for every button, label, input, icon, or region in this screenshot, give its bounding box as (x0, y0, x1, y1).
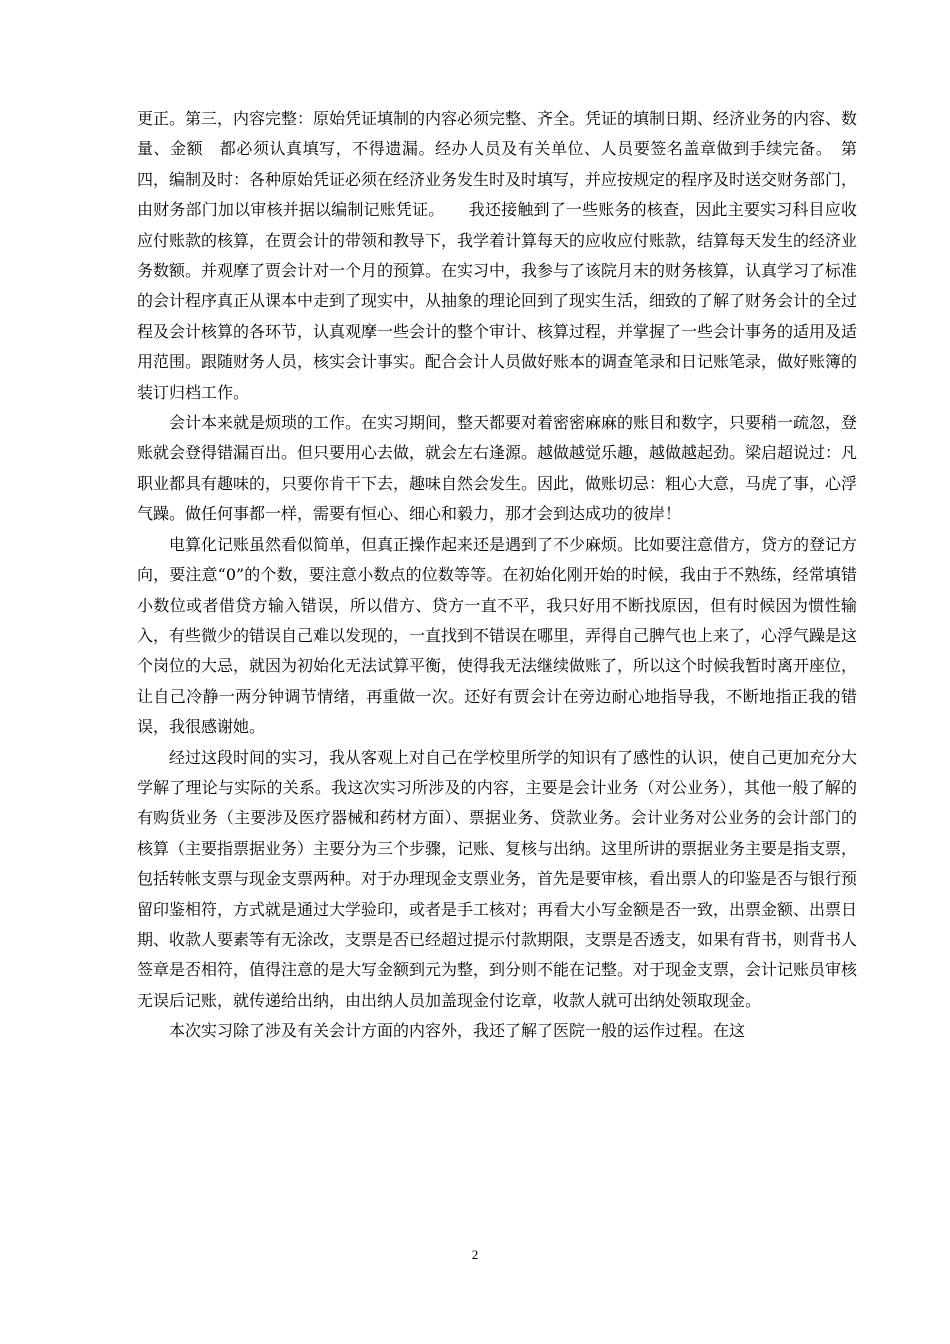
paragraph-1-continued: 更正。第三，内容完整：原始凭证填制的内容必须完整、齐全。凭证的填制日期、经济业务的内容、数量、金额 都必须认真填写，不得遗漏。经办人员及有关单位、人员要签名盖章做到手续完备。 第四，编制及时：各种原始凭证必须在经济业务发生时及时填写，并应按规定的程序及时送交财务部门，由财务部门加以审核并据以编制记账凭证。 我还接触到了一些账务的核查，因此主要实习科目应收应付账款的核算，在贾会计的带领和教导下，我学着计算每天的应收应付账款，结算每天发生的经济业务数额。并观摩了贾会计对一个月的预算。在实习中，我参与了该院月末的财务核算，认真学习了标准的会计程序真正从课本中走到了现实中，从抽象的理论回到了现实生活，细致的了解了财务会计的全过程及会计核算的各环节，认真观摩一些会计的整个审计、核算过程，并掌握了一些会计事务的适用及适用范围。跟随财务人员，核实会计事实。配合会计人员做好账本的调查笔录和日记账笔录，做好账簿的装订归档工作。 (137, 109, 858, 402)
paragraph-3: 电算化记账虽然看似简单，但真正操作起来还是遇到了不少麻烦。比如要注意借方，贷方的登记方向，要注意“0”的个数，要注意小数点的位数等等。在初始化刚开始的时候，我由于不熟练，经常填错小数位或者借贷方输入错误，所以借方、贷方一直不平，我只好用不断找原因，但有时候因为惯性输入，有些微少的错误自己难以发现的，一直找到不错误在哪里，弄得自己脾气也上来了，心浮气躁是这个岗位的大忌，就因为初始化无法试算平衡，使得我无法继续做账了，所以这个时候我暂时离开座位，让自己冷静一两分钟调节情绪，再重做一次。还好有贾会计在旁边耐心地指导我，不断地指正我的错误，我很感谢她。 (137, 534, 858, 737)
paragraph-4: 经过这段时间的实习，我从客观上对自己在学校里所学的知识有了感性的认识，使自己更加充分大学解了理论与实际的关系。我这次实习所涉及的内容，主要是会计业务（对公业务），其他一般了解的有购货业务（主要涉及医疗器械和药材方面）、票据业务、贷款业务。会计业务对公业务的会计部门的核算（主要指票据业务）主要分为三个步骤，记账、复核与出纳。这里所讲的票据业务主要是指支票，包括转帐支票与现金支票两种。对于办理现金支票业务，首先是要审核，看出票人的印鉴是否与银行预留印鉴相符，方式就是通过大学验印，或者是手工核对；再看大小写金额是否一致，出票金额、出票日期、收款人要素等有无涂改，支票是否已经超过提示付款期限，支票是否透支，如果有背书，则背书人签章是否相符，值得注意的是大写金额到元为整，到分则不能在记整。对于现金支票，会计记账员审核无误后记账，就传递给出纳，由出纳人员加盖现金付讫章，收款人就可出纳处领取现金。 (137, 747, 858, 1010)
paragraph-5: 本次实习除了涉及有关会计方面的内容外，我还了解了医院一般的运作过程。在这 (169, 1021, 746, 1041)
paragraph-2: 会计本来就是烦琐的工作。在实习期间，整天都要对着密密麻麻的账目和数字，只要稍一疏忽，登账就会登得错漏百出。但只要用心去做，就会左右逢源。越做越觉乐趣，越做越起劲。梁启超说过：凡职业都具有趣味的，只要你肯干下去，趣味自然会发生。因此，做账切忌：粗心大意，马虎了事，心浮气躁。做任何事都一样，需要有恒心、细心和毅力，那才会到达成功的彼岸！ (137, 413, 858, 524)
body-text (137, 104, 857, 1047)
page-number: 2 (471, 1247, 479, 1262)
